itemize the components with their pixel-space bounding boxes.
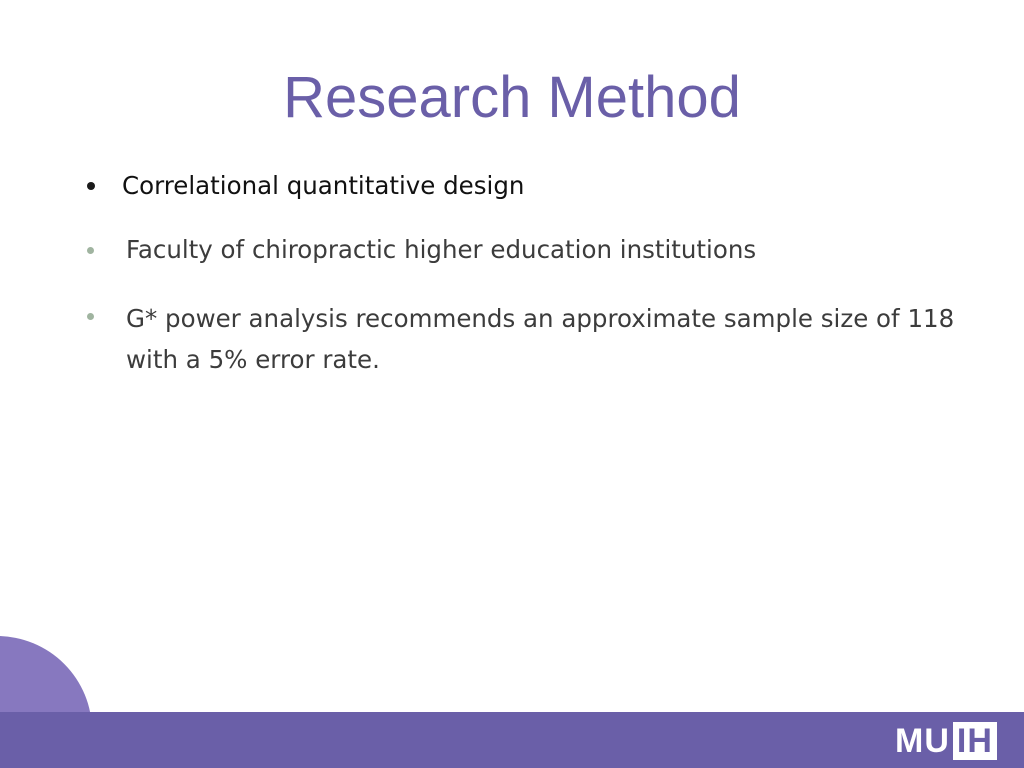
bullet-text: G* power analysis recommends an approximate sample size of 118 with a 5% error rate.: [126, 304, 955, 374]
muih-logo: [895, 722, 997, 760]
bullet-dot-icon: [87, 182, 95, 190]
bullet-dot-icon: [87, 313, 94, 320]
logo-text-right: IH: [953, 722, 997, 760]
bullet-dot-icon: [87, 247, 94, 254]
bullet-text: Faculty of chiropractic higher education institutions: [126, 235, 757, 264]
footer-band: [0, 712, 1024, 768]
slide-title: Research Method: [283, 65, 741, 130]
bullet-text: Correlational quantitative design: [122, 171, 525, 200]
logo-text-left: MU: [895, 722, 950, 760]
